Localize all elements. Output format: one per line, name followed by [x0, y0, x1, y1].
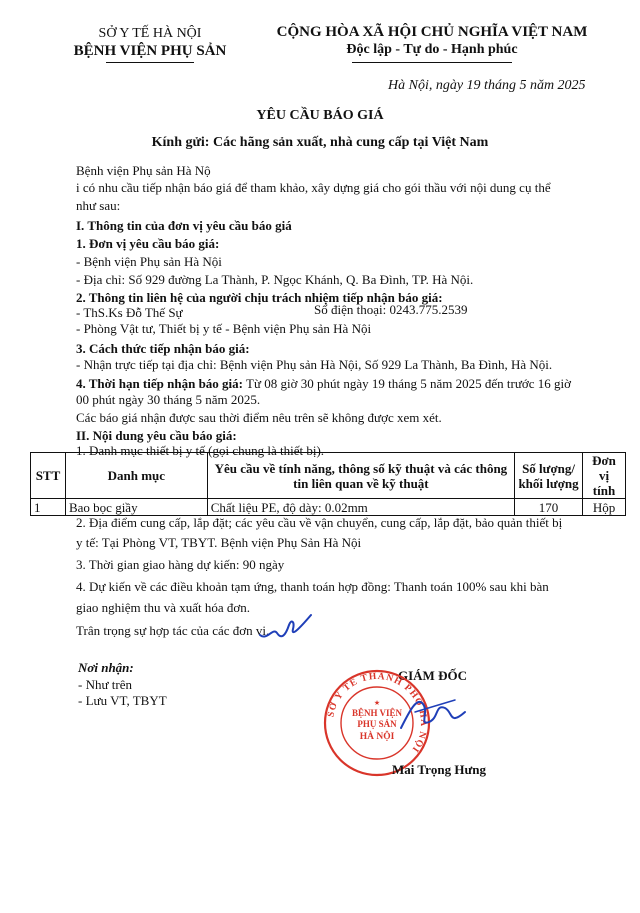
signer-title: GIÁM ĐỐC: [398, 668, 467, 683]
intro-line-2: i có nhu cầu tiếp nhận báo giá để tham khảo, xây dựng giá cho gói thầu với nội dung cụ thể: [76, 180, 551, 195]
submission-method: - Nhận trực tiếp tại địa chỉ: Bệnh viện Phụ sản Hà Nội, Số 929 La Thành, Ba Đình, Hà Nội.: [76, 357, 553, 372]
contact-phone: Số điện thoại: 0243.775.2539: [314, 302, 468, 317]
delivery-time: 3. Thời gian giao hàng dự kiến: 90 ngày: [76, 557, 285, 572]
deadline-line-2: 00 phút ngày 30 tháng 5 năm 2025.: [76, 392, 261, 407]
header-quantity-line-2: khối lượng: [518, 475, 579, 491]
header-spec-line-2: tin liên quan về kỹ thuật: [293, 475, 429, 491]
header-stt: STT: [31, 453, 66, 499]
subsection-4-heading: 4. Thời hạn tiếp nhận báo giá:: [76, 376, 243, 391]
delivery-location-line-2: y tế: Tại Phòng VT, TBYT. Bệnh viện Phụ Sản Hà Nội: [76, 535, 362, 550]
cell-unit: Hộp: [583, 499, 626, 516]
table-header-row: [31, 453, 626, 499]
unit-address: - Địa chỉ: Số 929 đường La Thành, P. Ngọc Khánh, Q. Ba Đình, TP. Hà Nội.: [76, 272, 474, 287]
hospital-name: BỆNH VIỆN PHỤ SẢN: [64, 43, 236, 60]
header-quantity: [515, 453, 583, 499]
header-item: Danh mục: [65, 453, 207, 499]
header-spec: [207, 453, 514, 499]
contact-person: - ThS.Ks Đỗ Thế Sự: [76, 305, 183, 320]
signature-mark: [255, 607, 315, 647]
equipment-list-intro: 1. Danh mục thiết bị y tế (gọi chung là thiết bị).: [76, 443, 325, 458]
cell-quantity: 170: [515, 499, 583, 516]
recipients-heading: Nơi nhận:: [78, 660, 134, 675]
deadline-line-1: [76, 376, 571, 392]
country-name: CỘNG HÒA XÃ HỘI CHỦ NGHĨA VIỆT NAM: [276, 24, 588, 40]
recipient-item-2: - Lưu VT, TBYT: [78, 693, 167, 708]
payment-terms-line-2: giao nghiệm thu và xuất hóa đơn.: [76, 600, 251, 615]
seal-center-line-3: HÀ NỘI: [359, 732, 395, 742]
cell-stt: 1: [31, 499, 66, 516]
seal-ring-text: SỞ Y TẾ THÀNH PHỐ HÀ NỘI: [326, 671, 429, 755]
signer-name: Mai Trọng Hưng: [392, 762, 486, 777]
closing-line: Trân trọng sự hợp tác của các đơn vị.: [76, 623, 270, 638]
header-unit: [583, 453, 626, 499]
recipient-item-1: - Như trên: [78, 677, 132, 692]
document-title: YÊU CẦU BÁO GIÁ: [256, 108, 384, 123]
late-submission-note: Các báo giá nhận được sau thời điểm nêu trên sẽ không được xem xét.: [76, 410, 442, 425]
header-unit-line-1: Đơn vị: [592, 453, 616, 483]
header-spec-line-1: Yêu cầu về tính năng, thông số kỹ thuật và các thông: [214, 460, 508, 476]
cell-spec: Chất liệu PE, độ dày: 0.02mm: [207, 499, 514, 516]
header-quantity-line-1: Số lượng/: [522, 460, 576, 476]
seal-center-line-2: PHỤ SẢN: [357, 719, 397, 729]
equipment-table: [30, 452, 626, 516]
intro-line-3: như sau:: [76, 198, 121, 213]
payment-terms-line-1: 4. Dự kiến về các điều khoản tạm ứng, thanh toán hợp đồng: Thanh toán 100% sau khi bàn: [76, 579, 549, 594]
director-signature: [395, 682, 470, 742]
header-unit-line-2: tính: [592, 483, 616, 498]
national-motto: Độc lập - Tự do - Hạnh phúc: [312, 42, 552, 58]
date-line: Hà Nội, ngày 19 tháng 5 năm 2025: [388, 78, 586, 93]
subsection-1-heading: 1. Đơn vị yêu cầu báo giá:: [76, 236, 220, 251]
ministry-name: SỞ Y TẾ HÀ NỘI: [98, 26, 202, 41]
recipient-line: Kính gửi: Các hãng sản xuất, nhà cung cấp tại Việt Nam: [151, 135, 489, 150]
subsection-3-heading: 3. Cách thức tiếp nhận báo giá:: [76, 341, 250, 356]
deadline-text: Từ 08 giờ 30 phút ngày 19 tháng 5 năm 2025 đến trước 16 giờ: [243, 376, 572, 391]
section-1-heading: I. Thông tin của đơn vị yêu cầu báo giá: [76, 218, 292, 233]
table-row: [31, 499, 626, 516]
intro-line-1: Bệnh viện Phụ sản Hà Nộ: [76, 163, 211, 178]
delivery-location-line-1: 2. Địa điểm cung cấp, lắp đặt; các yêu cầu về vận chuyển, cung cấp, lắp đặt, bảo quản thiết bị: [76, 515, 563, 530]
unit-name: - Bệnh viện Phụ sản Hà Nội: [76, 254, 222, 269]
cell-item: Bao bọc giầy: [65, 499, 207, 516]
seal-star-icon: ★: [373, 699, 381, 707]
seal-center-line-1: BỆNH VIỆN: [351, 708, 403, 718]
contact-department: - Phòng Vật tư, Thiết bị y tế - Bệnh viện Phụ sản Hà Nội: [76, 321, 372, 336]
subsection-2-heading: 2. Thông tin liên hệ của người chịu trách nhiệm tiếp nhận báo giá:: [76, 290, 443, 305]
section-2-heading: II. Nội dung yêu cầu báo giá:: [76, 428, 237, 443]
